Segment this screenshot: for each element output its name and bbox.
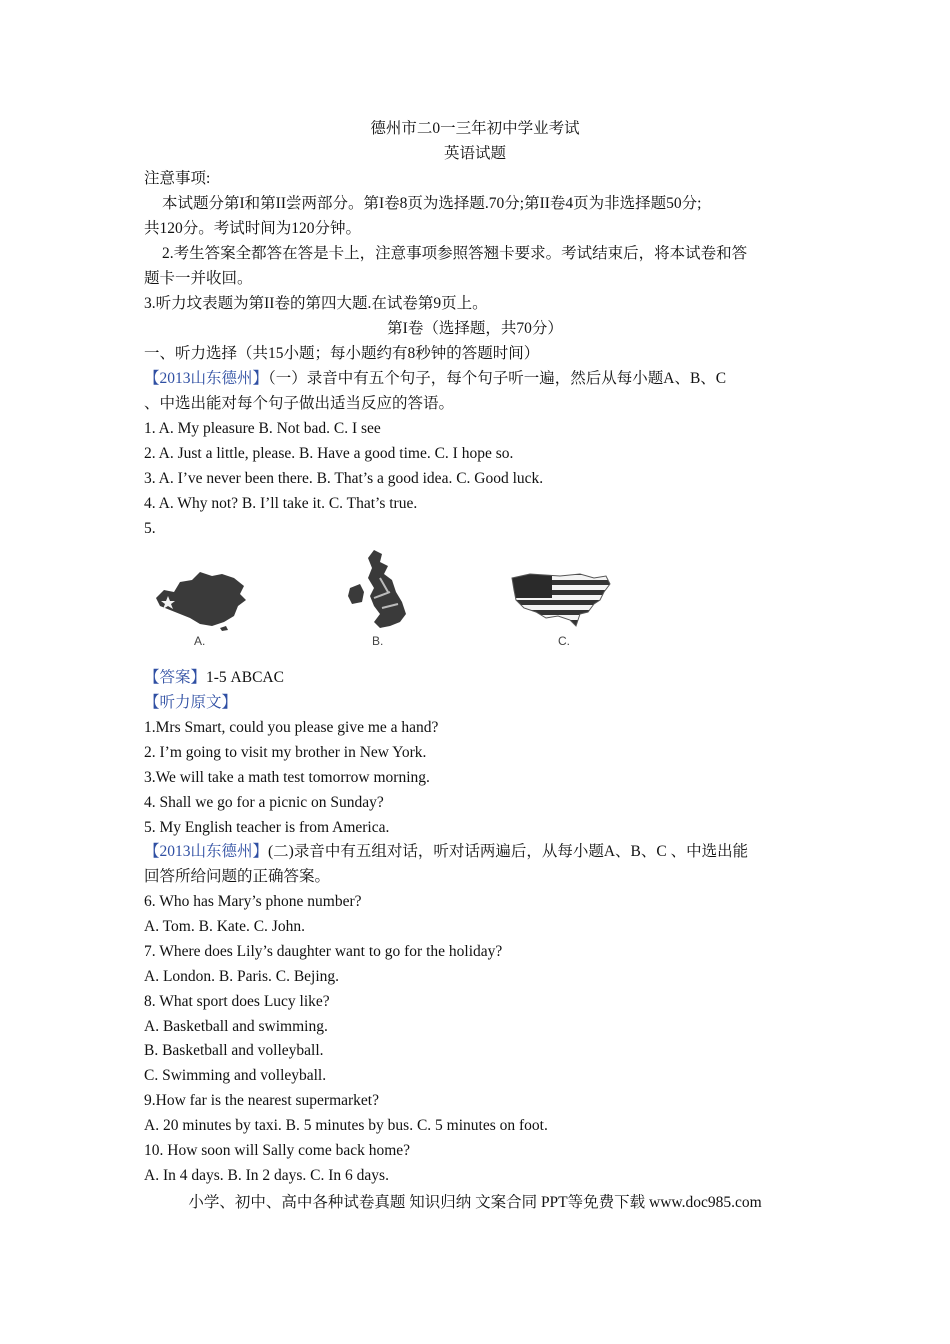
transcript-line: 5. My English teacher is from America. — [144, 819, 390, 836]
notes-line: 2.考生答案全都答在答是卡上，注意事项参照答翘卡要求。考试结束后，将本试卷和答 — [162, 245, 748, 262]
question-10-options: A. In 4 days. B. In 2 days. C. In 6 days. — [144, 1167, 389, 1184]
question-7: 7. Where does Lily’s daughter want to go for the holiday? — [144, 943, 503, 960]
answer-tag: 【答案】 — [144, 669, 207, 686]
transcript-line: 3.We will take a math test tomorrow morning. — [144, 769, 430, 786]
exam-subtitle: 英语试题 — [443, 145, 506, 162]
question-3: 3. A. I’ve never been there. B. That’s a good idea. C. Good luck. — [144, 470, 544, 487]
transcript-line: 2. I’m going to visit my brother in New York. — [144, 744, 427, 761]
instruction-text: (二)录音中有五组对话，听对话两遍后，从每小题A、B、C 、中选出能 — [268, 843, 749, 860]
question-8-option-b: B. Basketball and volleyball. — [144, 1042, 324, 1059]
china-map-image — [150, 568, 250, 632]
question-8: 8. What sport does Lucy like? — [144, 993, 330, 1010]
exam-title: 德州市二0一三年初中学业考试 — [370, 120, 580, 137]
transcript-tag: 【听力原文】 — [144, 694, 238, 711]
source-tag: 【2013山东德州】 — [144, 843, 269, 860]
part-heading: 一、听力选择（共15小题；每小题约有8秒钟的答题时间） — [144, 345, 540, 362]
notes-line: 本试题分第I和第II尝两部分。第I卷8页为选择题.70分;第II卷4页为非选择题50分; — [162, 195, 702, 212]
question-9: 9.How far is the nearest supermarket? — [144, 1092, 379, 1109]
question-5: 5. — [144, 520, 156, 537]
transcript-line: 1.Mrs Smart, could you please give me a hand? — [144, 719, 439, 736]
question-9-options: A. 20 minutes by taxi. B. 5 minutes by bus. C. 5 minutes on foot. — [144, 1117, 548, 1134]
notes-line: 题卡一并收回。 — [144, 270, 253, 287]
part-b-instruction — [144, 842, 748, 862]
part-a-instruction — [144, 369, 726, 389]
question-4: 4. A. Why not? B. I’ll take it. C. That’s true. — [144, 495, 418, 512]
section-title: 第I卷（选择题，共70分） — [387, 320, 563, 337]
uk-map-image — [344, 548, 414, 638]
question-2: 2. A. Just a little, please. B. Have a good time. C. I hope so. — [144, 445, 514, 462]
question-8-option-c: C. Swimming and volleyball. — [144, 1067, 327, 1084]
map-label-a: A. — [194, 634, 206, 648]
question-6: 6. Who has Mary’s phone number? — [144, 893, 362, 910]
notes-line: 3.听力坟表题为第II卷的第四大题.在试卷第9页上。 — [144, 295, 488, 312]
notes-line: 共120分。考试时间为120分钟。 — [144, 220, 362, 237]
answer-text: 1-5 ABCAC — [206, 669, 284, 686]
question-5-maps — [150, 548, 650, 658]
map-label-b: B. — [372, 634, 384, 648]
usa-map-image — [510, 570, 612, 632]
question-1: 1. A. My pleasure B. Not bad. C. I see — [144, 420, 381, 437]
notes-heading: 注意事项: — [144, 170, 211, 187]
question-10: 10. How soon will Sally come back home? — [144, 1142, 411, 1159]
answer-line — [144, 668, 284, 688]
part-a-instruction-cont: 、中选出能对每个句子做出适当反应的答语。 — [144, 395, 455, 412]
map-label-c: C. — [558, 634, 570, 648]
part-b-instruction-cont: 回答所给问题的正确答案。 — [144, 868, 331, 885]
source-tag: 【2013山东德州】 — [144, 370, 269, 387]
question-6-options: A. Tom. B. Kate. C. John. — [144, 918, 305, 935]
footer-text: 小学、初中、高中各种试卷真题 知识归纳 文案合同 PPT等免费下载 www.doc985.com — [188, 1194, 762, 1211]
question-7-options: A. London. B. Paris. C. Bejing. — [144, 968, 340, 985]
question-8-option-a: A. Basketball and swimming. — [144, 1018, 328, 1035]
instruction-text: （一）录音中有五个句子，每个句子听一遍，然后从每小题A、B、C — [268, 370, 727, 387]
transcript-line: 4. Shall we go for a picnic on Sunday? — [144, 794, 384, 811]
